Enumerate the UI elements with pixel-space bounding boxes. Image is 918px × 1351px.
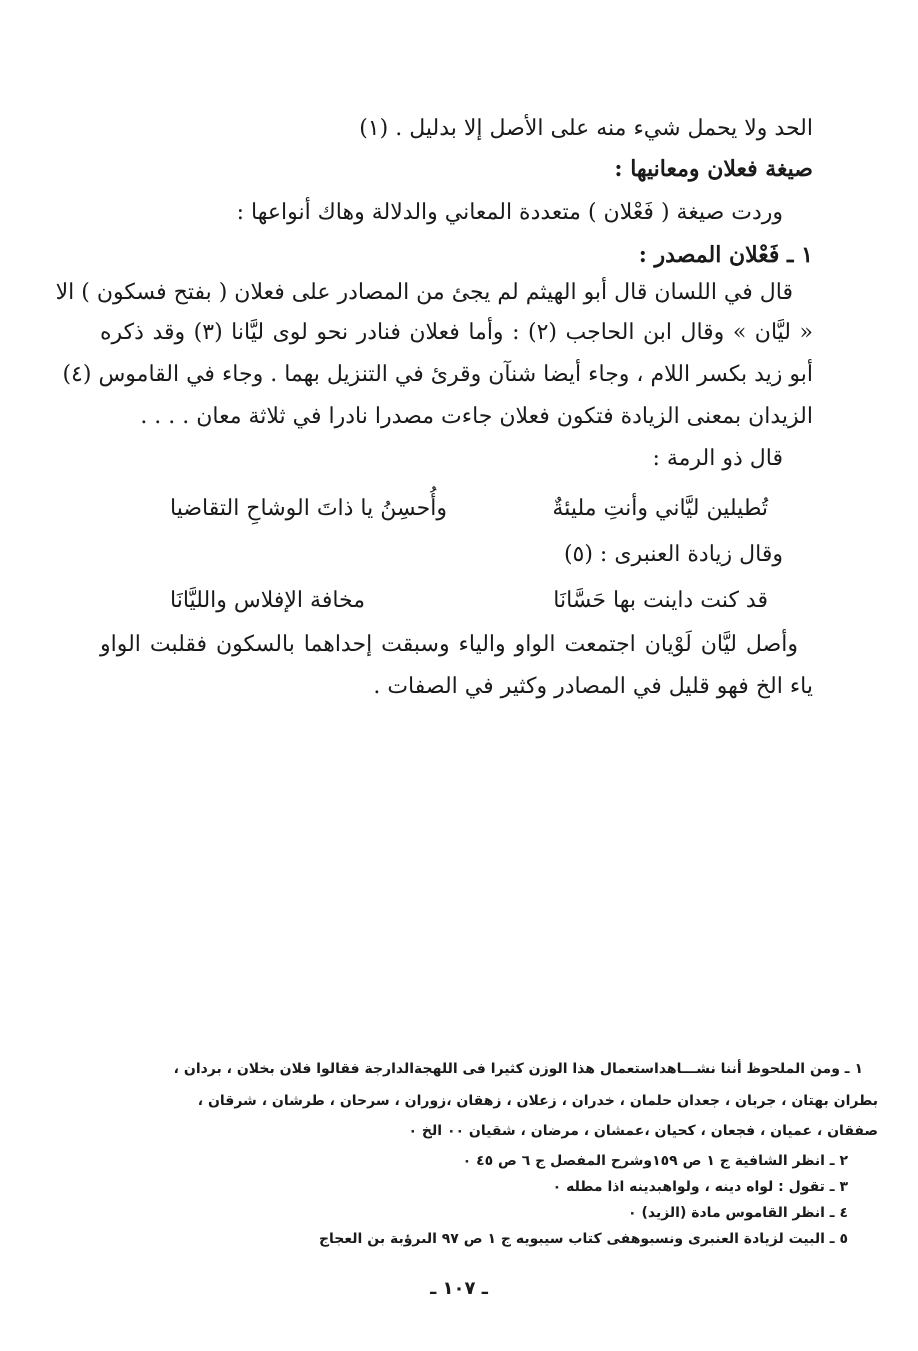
verse-1-second-hemistich: وأُحسِنُ يا ذاتَ الوشاحِ التقاضيا <box>170 496 447 521</box>
body-line-1: الحد ولا يحمل شيء منه على الأصل إلا بدليل . (١) <box>359 116 813 141</box>
footnote-line: ١ ـ ومن الملحوظ أننا نشـــاهداستعمال هذا الوزن كثيرا فى اللهجةالدارجة فقالوا فلان بخلان ، بردان ، <box>173 1061 863 1077</box>
footnote-line: بطران بهتان ، جربان ، جعدان حلمان ، خدران ، زعلان ، زهقان ،زوران ، سرحان ، طرشان ، شرقان ، <box>197 1093 878 1109</box>
paragraph-line: الزيدان بمعنى الزيادة فتكون فعلان جاءت مصدرا نادرا في ثلاثة معان . . . . <box>140 404 813 429</box>
footnote-line: صفقان ، عميان ، فجعان ، كحيان ،عمشان ، مرضان ، شقيان ٠٠ الخ ٠ <box>408 1123 878 1139</box>
verse-1-first-hemistich: تُطيلين ليَّاني وأنتِ مليئةٌ <box>552 496 768 521</box>
section-heading: صيغة فعلان ومعانيها : <box>614 156 813 182</box>
verse-2-first-hemistich: قد كنت داينت بها حَسَّانَا <box>553 588 768 613</box>
footnote-line: ٢ ـ انظر الشافية ج ١ ص ١٥٩وشرح المفصل ج ٦ ص ٤٥ ٠ <box>462 1153 848 1169</box>
footnote-line: ٣ ـ تقول : لواه دينه ، ولواهبدينه اذا مطله ٠ <box>552 1179 848 1195</box>
verse-2 <box>170 584 768 618</box>
paragraph-line: ياء الخ فهو قليل في المصادر وكثير في الصفات . <box>373 674 813 699</box>
page-number: ـ ١٠٧ ـ <box>430 1278 488 1299</box>
paragraph-line: قال في اللسان قال أبو الهيثم لم يجئ من المصادر على فعلان ( بفتح فسكون ) الا <box>55 280 793 305</box>
quote-intro: قال ذو الرمة : <box>652 446 783 471</box>
quote-intro: وقال زيادة العنبرى : (٥) <box>563 542 783 567</box>
paragraph-line: « ليَّان » وقال ابن الحاجب (٢) : وأما فعلان فنادر نحو لوى ليَّانا (٣) وقد ذكره <box>100 320 813 345</box>
verse-1 <box>170 492 768 526</box>
paragraph-line: أبو زيد بكسر اللام ، وجاء أيضا شنآن وقرئ في التنزيل بهما . وجاء في القاموس (٤) <box>62 362 813 387</box>
body-line-3: وردت صيغة ( فَعْلان ) متعددة المعاني والدلالة وهاك أنواعها : <box>236 200 783 225</box>
verse-2-second-hemistich: مخافة الإفلاس والليَّانَا <box>170 588 366 613</box>
footnote-line: ٥ ـ البيت لزيادة العنبرى ونسبوهفى كتاب سيبويه ج ١ ص ٩٧ الىرؤبة بن العجاج <box>318 1231 848 1247</box>
footnote-line: ٤ ـ انظر القاموس مادة (الزيد) ٠ <box>628 1205 848 1221</box>
subsection-heading: ١ ـ فَعْلان المصدر : <box>638 242 813 268</box>
paragraph-line: وأصل ليَّان لَوْيان اجتمعت الواو والياء وسبقت إحداهما بالسكون فقلبت الواو <box>100 632 798 657</box>
